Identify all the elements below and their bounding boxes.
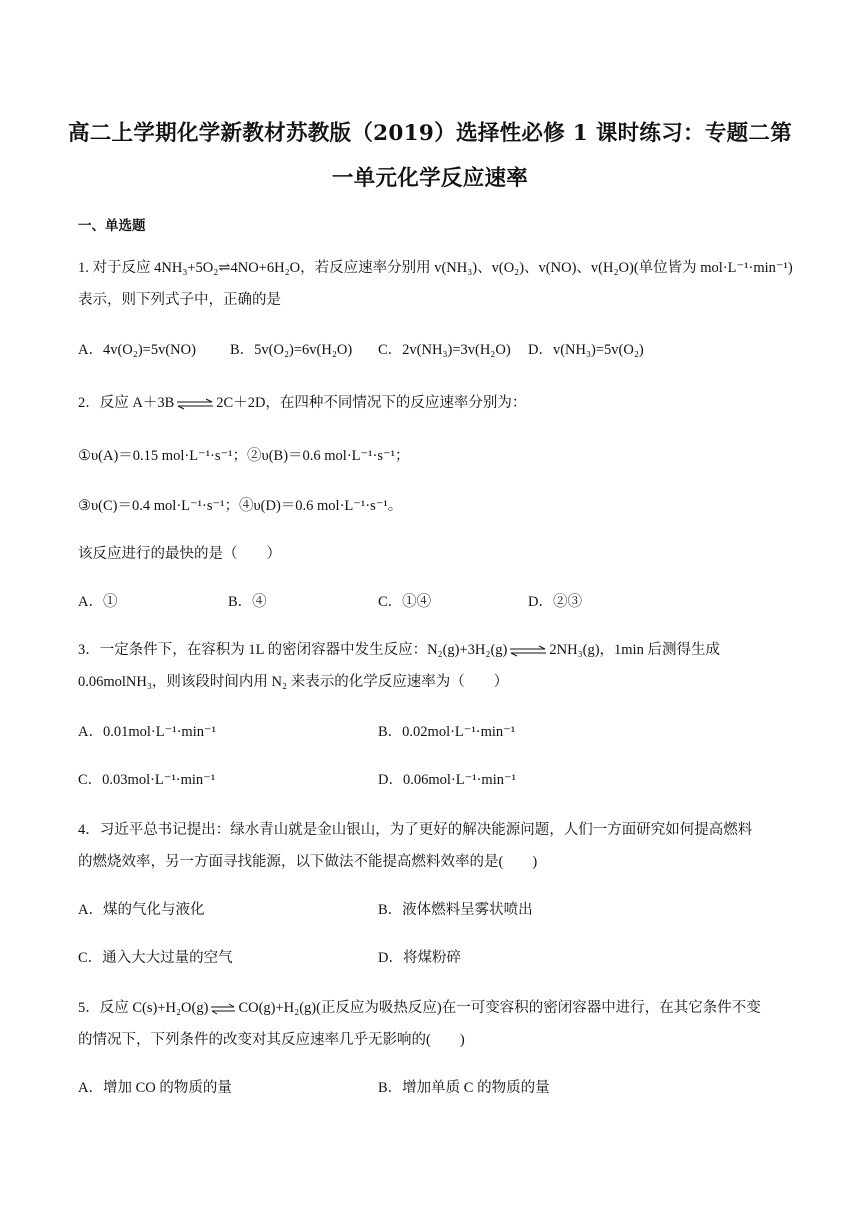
q3-stem-line-1 [78,640,720,660]
q3-option-c: C．0.03mol·L⁻¹·min⁻¹ [78,772,216,788]
q1-stem-line-1: 1. 对于反应 4NH₃+5O₂⇌4NO+6H₂O，若反应速率分别用 v(NH₃)、v(O₂)、v(NO)、v(H₂O)(单位皆为 mol·L⁻¹·min⁻¹) [78,260,793,276]
q2-stem-post: 2C＋2D，在四种不同情况下的反应速率分别为： [216,395,527,411]
document-title-line-1: 高二上学期化学新教材苏教版（2019）选择性必修 1 课时练习：专题二第 [67,121,793,146]
q4-option-a: A．煤的气化与液化 [78,902,205,918]
q3-stem-pre: 3．一定条件下，在容积为 1L 的密闭容器中发生反应：N₂(g)+3H₂(g) [78,642,508,658]
equilibrium-arrow-icon [176,399,214,409]
q5-stem-pre: 5．反应 C(s)+H₂O(g) [78,1000,209,1016]
q2-option-b: B．④ [228,594,267,610]
q1-stem-line-2: 表示，则下列式子中，正确的是 [78,292,281,308]
q3-stem-line-2: 0.06molNH₃，则该段时间内用 N₂ 来表示的化学反应速率为（ ） [78,674,509,690]
equilibrium-arrow-icon [210,1004,236,1014]
q3-option-a: A．0.01mol·L⁻¹·min⁻¹ [78,724,216,740]
q5-option-a: A．增加 CO 的物质的量 [78,1080,232,1096]
q4-option-d: D．将煤粉碎 [378,950,461,966]
q2-option-a: A．① [78,594,118,610]
q5-option-b: B．增加单质 C 的物质的量 [378,1080,550,1096]
q5-stem-post: CO(g)+H₂(g)(正反应为吸热反应)在一可变容积的密闭容器中进行，在其它条件不变 [238,1000,761,1016]
equilibrium-arrow-icon [509,646,547,656]
document-title-line-2: 一单元化学反应速率 [331,166,529,191]
q1-option-c: C．2v(NH₃)=3v(H₂O) [378,342,511,358]
q3-option-d: D．0.06mol·L⁻¹·min⁻¹ [378,772,516,788]
q2-rates-line-1: ①υ(A)＝0.15 mol·L⁻¹·s⁻¹；②υ(B)＝0.6 mol·L⁻¹·s⁻¹； [78,448,410,464]
q4-stem-line-2: 的燃烧效率，另一方面寻找能源，以下做法不能提高燃料效率的是( ) [78,854,538,870]
q4-option-b: B．液体燃料呈雾状喷出 [378,902,533,918]
q2-option-c: C．①④ [378,594,432,610]
q4-stem-line-1: 4．习近平总书记提出：绿水青山就是金山银山，为了更好的解决能源问题，人们一方面研究如何提高燃料 [78,822,753,838]
section-heading: 一、单选题 [78,218,146,234]
q2-stem-line-1 [78,393,526,413]
q1-option-b: B．5v(O₂)=6v(H₂O) [230,342,353,358]
q2-stem-pre: 2．反应 A＋3B [78,395,175,411]
q2-question: 该反应进行的最快的是（ ） [78,546,281,562]
q1-option-d: D．v(NH₃)=5v(O₂) [528,342,644,358]
q1-option-a: A．4v(O₂)=5v(NO) [78,342,196,358]
q5-stem-line-1 [78,998,761,1018]
q5-stem-line-2: 的情况下，下列条件的改变对其反应速率几乎无影响的( ) [78,1032,465,1048]
q2-rates-line-2: ③υ(C)＝0.4 mol·L⁻¹·s⁻¹；④υ(D)＝0.6 mol·L⁻¹·s⁻¹。 [78,498,403,514]
q3-option-b: B．0.02mol·L⁻¹·min⁻¹ [378,724,516,740]
q2-option-d: D．②③ [528,594,582,610]
q4-option-c: C．通入大大过量的空气 [78,950,233,966]
q3-stem-post: 2NH₃(g)，1min 后测得生成 [549,642,720,658]
